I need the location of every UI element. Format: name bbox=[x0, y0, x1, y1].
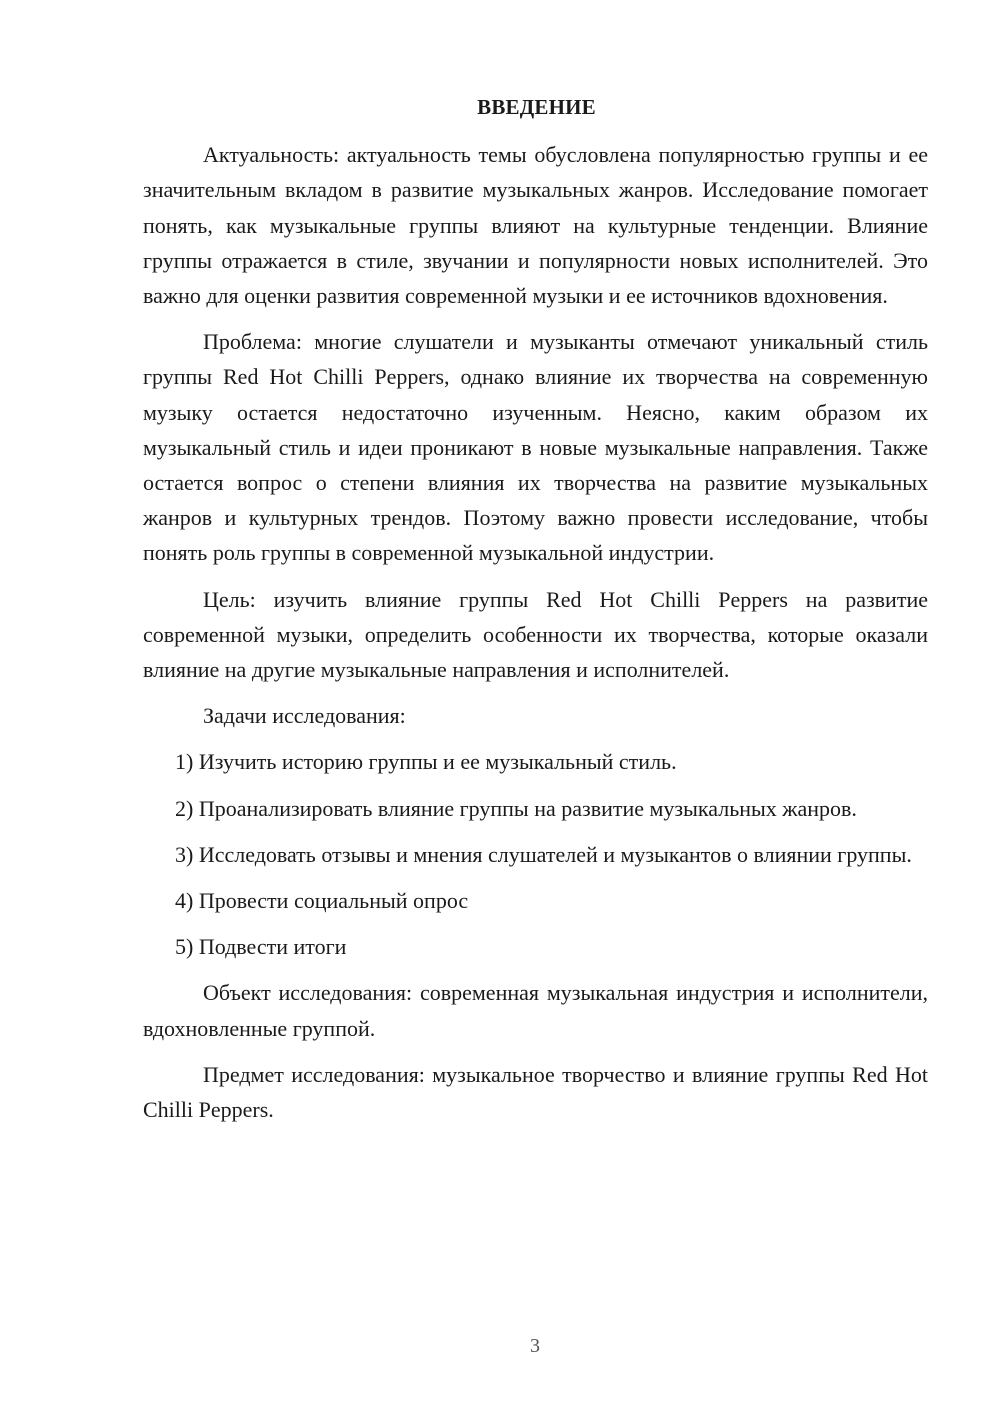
paragraph-subject: Предмет исследования: музыкальное творчество и влияние группы Red Hot Chilli Peppers. bbox=[143, 1061, 928, 1123]
list-item: 1) Изучить историю группы и ее музыкальный стиль. bbox=[175, 749, 677, 775]
list-item: 3) Исследовать отзывы и мнения слушателей и музыкантов о влиянии группы. bbox=[175, 841, 912, 867]
document-page bbox=[143, 90, 928, 1138]
paragraph-goal: Цель: изучить влияние группы Red Hot Chilli Peppers на развитие современной музыки, определить особенности их творчества, которые оказали влияние на другие музыкальные направления и исполнителей. bbox=[143, 586, 928, 683]
tasks-list bbox=[143, 744, 928, 964]
paragraph-object: Объект исследования: современная музыкальная индустрия и исполнители, вдохновленные группой. bbox=[143, 980, 928, 1041]
page-title: ВВЕДЕНИЕ bbox=[477, 95, 596, 119]
list-item: 2) Проанализировать влияние группы на развитие музыкальных жанров. bbox=[175, 795, 857, 821]
list-item: 4) Провести социальный опрос bbox=[175, 888, 469, 914]
tasks-heading: Задачи исследования: bbox=[203, 703, 406, 729]
paragraph-problem: Проблема: многие слушатели и музыканты отмечают уникальный стиль группы Red Hot Chilli Peppers, однако влияние их творчества на современную музыку остается недостаточно изученным. Неясно, каким образом их музыкальный стиль и идеи проникают в новые музыкальные направления. Также остается вопрос о степени влияния их творчества на развитие музыкальных жанров и культурных трендов. Поэтому важно провести исследование, чтобы понять роль группы в современной музыкальной индустрии. bbox=[143, 329, 928, 566]
paragraph-relevance: Актуальность: актуальность темы обусловлена популярностью группы и ее значительным вкладом в развитие музыкальных жанров. Исследование помогает понять, как музыкальные группы влияют на культурные тенденции. Влияние группы отражается в стиле, звучании и популярности новых исполнителей. Это важно для оценки развития современной музыки и ее источников вдохновения. bbox=[143, 142, 928, 309]
page-number: 3 bbox=[530, 1335, 540, 1357]
list-item: 5) Подвести итоги bbox=[175, 934, 347, 960]
